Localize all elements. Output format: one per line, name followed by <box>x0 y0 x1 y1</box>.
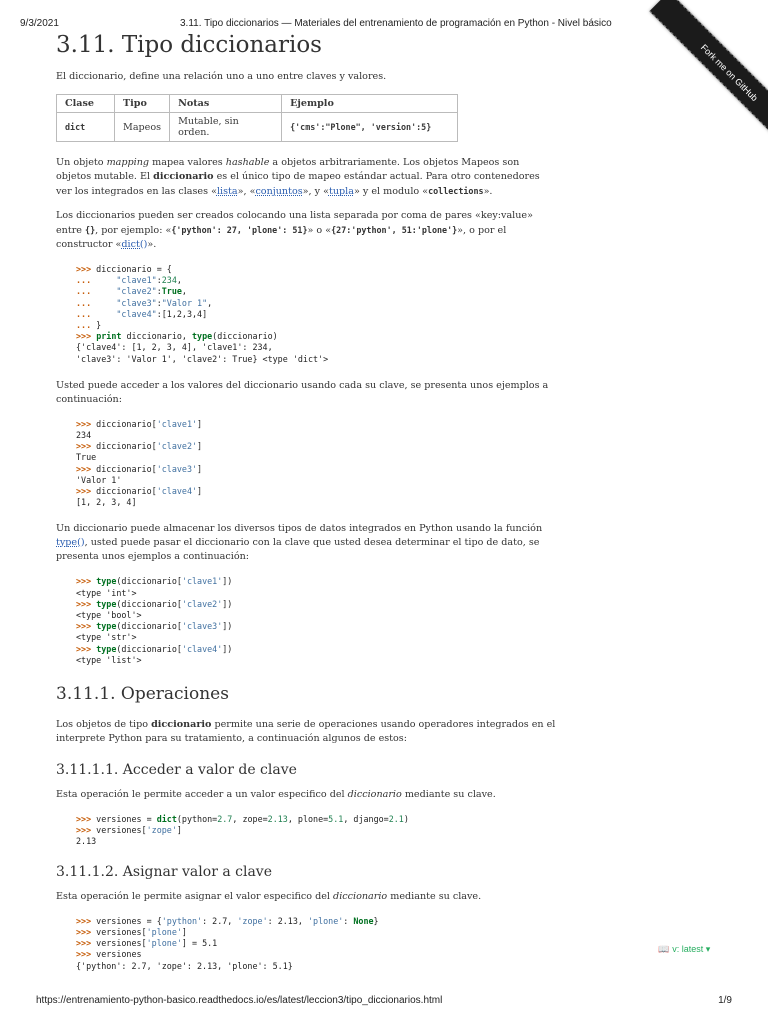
literal-collections: collections <box>428 186 484 196</box>
term-diccionario: diccionario <box>151 719 212 731</box>
table-row <box>57 113 458 142</box>
text-span: mediante su clave. <box>387 890 482 902</box>
text-span: permite una serie de operaciones usando operadores integrados en el interprete Python para su tratamiento, a continuación algunos de estos: <box>56 719 556 745</box>
text-span: Los diccionarios pueden ser creados colocando una lista separada por coma de pares «key:value» entre <box>56 210 533 236</box>
text-span: Esta operación le permite asignar el valor especifico del <box>56 890 334 902</box>
type-paragraph <box>56 522 556 564</box>
table-header-row <box>57 95 458 113</box>
text-span: , usted puede pasar el diccionario con la clave que usted desea determinar el tipo de dato, se presenta unos ejemplos a continuación: <box>56 537 540 563</box>
text-span: es el único tipo de mapeo estándar actual. Para otro contenedores ver los integrados en las clases « <box>56 171 540 197</box>
table-cell: {'cms':"Plone", 'version':5} <box>282 113 458 142</box>
type-table <box>56 94 458 142</box>
table-cell: Mapeos <box>115 113 170 142</box>
link-tupla[interactable]: tupla <box>328 186 354 197</box>
text-span: », « <box>237 186 256 197</box>
text-span: » o « <box>307 225 332 236</box>
text-span: Un objeto <box>56 157 107 168</box>
asignar-paragraph <box>56 890 556 904</box>
literal-braces: {} <box>85 225 96 235</box>
heading-operaciones: 3.11.1. Operaciones <box>56 684 229 705</box>
literal-example-1: {'python': 27, 'plone': 51} <box>171 225 308 235</box>
heading-acceder: 3.11.1.1. Acceder a valor de clave <box>56 762 297 779</box>
text-span: Los objetos de tipo <box>56 719 152 731</box>
github-ribbon[interactable] <box>618 0 768 150</box>
page-number: 1/9 <box>718 995 732 1006</box>
print-url: https://entrenamiento-python-basico.readthedocs.io/es/latest/leccion3/tipo_diccionarios.html <box>36 995 443 1006</box>
operations-paragraph <box>56 718 556 746</box>
creation-paragraph <box>56 209 556 252</box>
table-header: Clase <box>57 95 115 113</box>
print-title: 3.11. Tipo diccionarios — Materiales del entrenamiento de programación en Python - Nivel básico <box>180 18 612 29</box>
code-block-asignar: >>> versiones = {'python': 2.7, 'zope': 2.13, 'plone': None} >>> versiones['plone'] >>> versiones['plone'] = 5.1 >>> versiones {'python': 2.7, 'zope': 2.13, 'plone': 5.1} <box>76 915 379 971</box>
code-block-access: >>> diccionario['clave1'] 234 >>> diccionario['clave2'] True >>> diccionario['clave3'] 'Valor 1' >>> diccionario['clave4'] [1, 2, 3, 4] <box>76 418 203 508</box>
term-diccionario: diccionario <box>153 171 214 182</box>
book-icon: 📖 <box>658 944 670 954</box>
page-title: 3.11. Tipo diccionarios <box>56 32 322 58</box>
text-span: ». <box>483 186 493 197</box>
print-date: 9/3/2021 <box>20 18 59 29</box>
text-span: ». <box>147 239 157 250</box>
text-span: Esta operación le permite acceder a un valor especifico del <box>56 789 348 801</box>
table-header: Tipo <box>115 95 170 113</box>
text-span: mediante su clave. <box>401 789 496 801</box>
table-header: Notas <box>170 95 282 113</box>
heading-asignar: 3.11.1.2. Asignar valor a clave <box>56 863 272 880</box>
term-hashable: hashable <box>225 157 270 168</box>
version-label[interactable]: v: latest ▾ <box>672 944 711 954</box>
acceder-paragraph <box>56 788 556 802</box>
text-span: mapea valores <box>149 157 226 168</box>
link-conjuntos[interactable]: conjuntos <box>255 186 303 197</box>
version-selector[interactable] <box>658 944 710 955</box>
link-dict[interactable]: dict() <box>121 239 148 250</box>
github-ribbon-label[interactable]: Fork me on GitHub <box>649 0 768 150</box>
text-span: Un diccionario puede almacenar los diversos tipos de datos integrados en Python usando la función <box>56 523 543 535</box>
text-span: a objetos arbitrariamente. Los objetos Mapeos son objetos mutable. El <box>56 157 520 182</box>
table-header: Ejemplo <box>282 95 458 113</box>
text-span: , por ejemplo: « <box>95 225 172 236</box>
table-cell: dict <box>57 113 115 142</box>
literal-example-2: {27:'python', 51:'plone'} <box>331 225 458 235</box>
link-type[interactable]: type() <box>56 537 85 549</box>
term-diccionario: diccionario <box>347 789 402 801</box>
document-body <box>56 32 556 986</box>
intro-paragraph: El diccionario, define una relación uno a uno entre claves y valores. <box>56 71 387 82</box>
mapping-paragraph <box>56 156 556 199</box>
code-block-types: >>> type(diccionario['clave1']) <type 'int'> >>> type(diccionario['clave2']) <type 'bool'> >>> type(diccionario['clave3']) <type 'str'> >>> type(diccionario['clave4']) <type 'list'> <box>76 576 233 665</box>
term-diccionario: diccionario <box>333 890 388 902</box>
text-span: », o por el constructor « <box>56 225 507 250</box>
access-paragraph: Usted puede acceder a los valores del diccionario usando cada su clave, se presenta unos ejemplos a continuación: <box>56 379 549 405</box>
code-block-acceder: >>> versiones = dict(python=2.7, zope=2.13, plone=5.1, django=2.1) >>> versiones['zope'] 2.13 <box>76 814 409 847</box>
text-span: », y « <box>302 186 329 197</box>
table-cell: Mutable, sin orden. <box>170 113 282 142</box>
link-lista[interactable]: lista <box>216 186 238 197</box>
term-mapping: mapping <box>106 157 150 168</box>
text-span: » y el modulo « <box>353 186 429 197</box>
code-block-create: >>> diccionario = { ... "clave1":234, ... "clave2":True, ... "clave3":"Valor 1", ... "clave4":[1,2,3,4] ... } >>> print diccionario, type(diccionario) {'clave4': [1, 2, 3, 4], 'clave1': 234, 'clave3': 'Valor 1', 'clave2': True} <type 'dict'> <box>76 264 329 364</box>
